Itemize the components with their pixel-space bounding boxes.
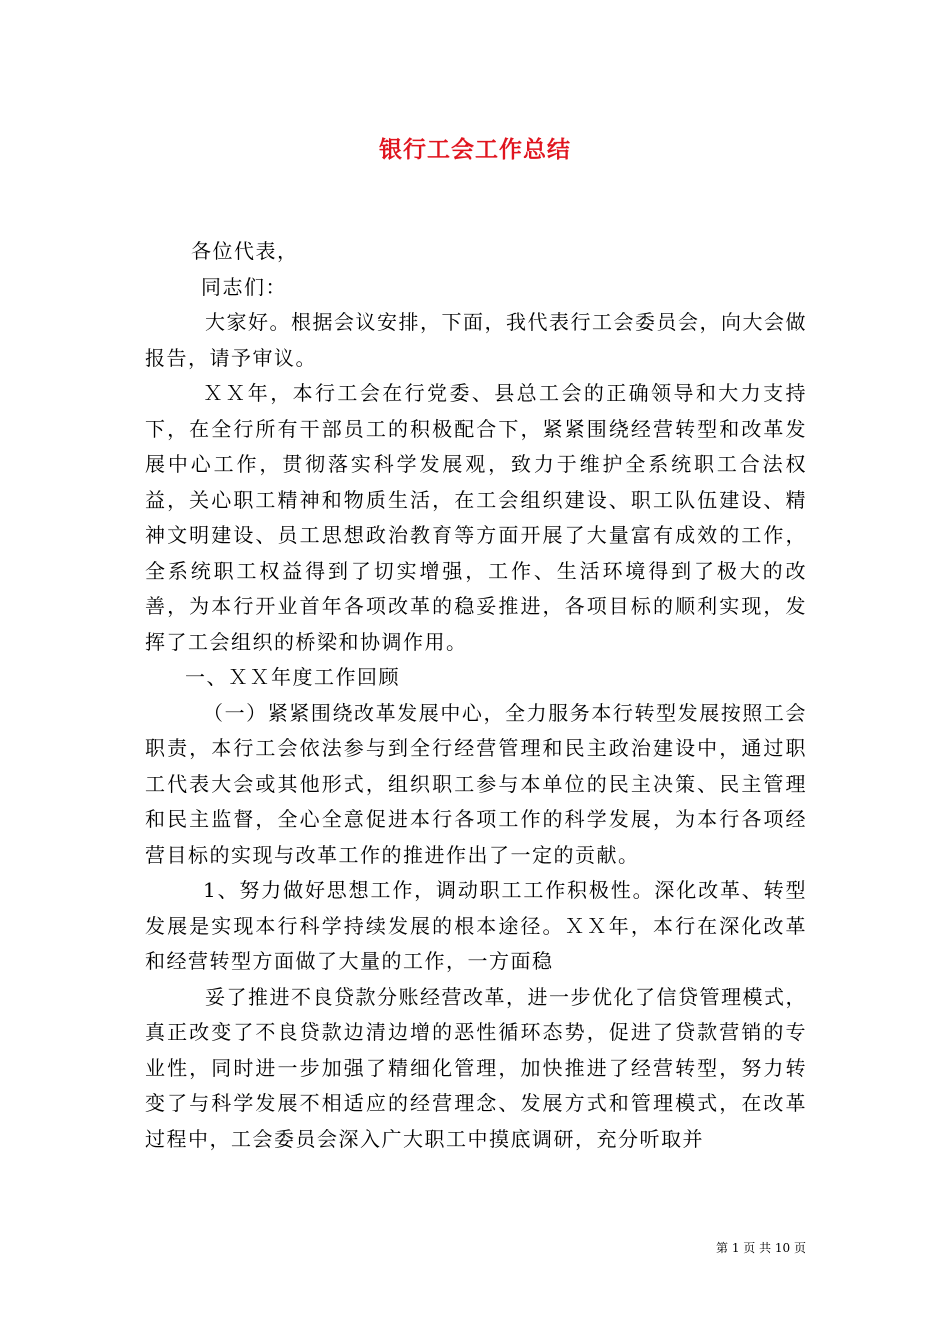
salutation-paragraph: 各位代表， — [191, 239, 299, 263]
body-paragraph: 1、努力做好思想工作，调动职工工作积极性。深化改革、转型发展是实现本行科学持续发展的根本途径。ＸＸ年，本行在深化改革和经营转型方面做了大量的工作，一方面稳 — [145, 878, 807, 973]
body-paragraph: ＸＸ年，本行工会在行党委、县总工会的正确领导和大力支持下，在全行所有干部员工的积极配合下，紧紧围绕经营转型和改革发展中心工作，贯彻落实科学发展观，致力于维护全系统职工合法权益，关心职工精神和物质生活，在工会组织建设、职工队伍建设、精神文明建设、员工思想政治教育等方面开展了大量富有成效的工作，全系统职工权益得到了切实增强，工作、生活环境得到了极大的改善，为本行开业首年各项改革的稳妥推进，各项目标的顺利实现，发挥了工会组织的桥梁和协调作用。 — [145, 381, 807, 654]
document-title: 银行工会工作总结 — [379, 136, 571, 163]
document-body — [145, 234, 807, 1157]
page-number-footer: 第 1 页 共 10 页 — [716, 1241, 806, 1255]
body-paragraph: 大家好。根据会议安排，下面，我代表行工会委员会，向大会做报告，请予审议。 — [145, 310, 807, 370]
body-paragraph: 妥了推进不良贷款分账经营改革，进一步优化了信贷管理模式，真正改变了不良贷款边清边增的恶性循环态势，促进了贷款营销的专业性，同时进一步加强了精细化管理，加快推进了经营转型，努力转变了与科学发展不相适应的经营理念、发展方式和管理模式，在改革过程中，工会委员会深入广大职工中摸底调研，充分听取并 — [145, 984, 807, 1151]
salutation-paragraph: 同志们： — [201, 274, 287, 299]
body-paragraph: （一）紧紧围绕改革发展中心，全力服务本行转型发展按照工会职责，本行工会依法参与到全行经营管理和民主政治建设中，通过职工代表大会或其他形式，组织职工参与本单位的民主决策、民主管理和民主监督，全心全意促进本行各项工作的科学发展，为本行各项经营目标的实现与改革工作的推进作出了一定的贡献。 — [145, 700, 807, 867]
section-heading: 一、ＸＸ年度工作回顾 — [185, 665, 400, 689]
